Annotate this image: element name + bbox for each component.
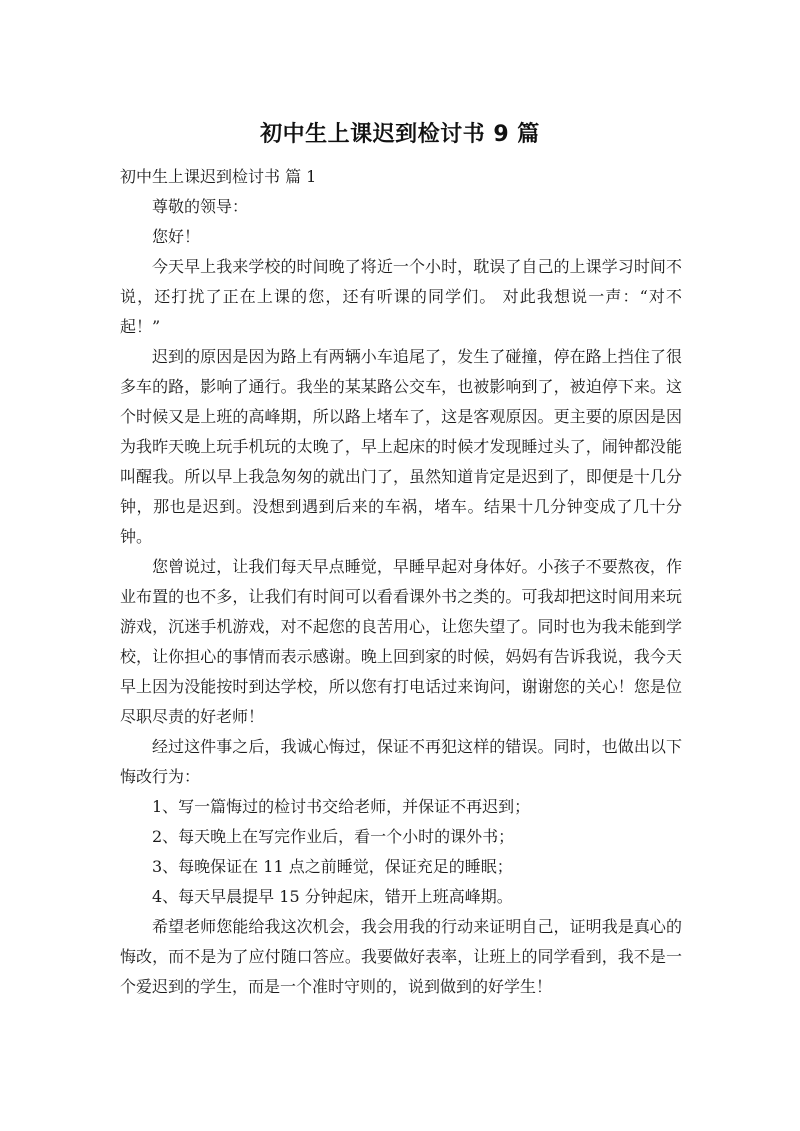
greeting: 尊敬的领导： (152, 197, 249, 216)
body-paragraph-4: 经过这件事之后，我诚心悔过，保证不再犯这样的错误。同时，也做出以下悔改行为： (120, 737, 682, 786)
list-item: 1、写一篇悔过的检讨书交给老师，并保证不再迟到； (152, 797, 531, 816)
closing-paragraph: 希望老师您能给我这次机会，我会用我的行动来证明自己，证明我是真心的悔改，而不是为了应付随口答应。我要做好表率，让班上的同学看到，我不是一个爱迟到的学生，而是一个准时守则的，说到做到的好学生！ (120, 917, 682, 996)
section-heading: 初中生上课迟到检讨书 篇 1 (120, 167, 317, 186)
body-paragraph-2: 迟到的原因是因为路上有两辆小车追尾了，发生了碰撞，停在路上挡住了很多车的路，影响了通行。我坐的某某路公交车，也被影响到了，被迫停下来。这个时候又是上班的高峰期，所以路上堵车了，这是客观原因。更主要的原因是因为我昨天晚上玩手机玩的太晚了，早上起床的时候才发现睡过头了，闹钟都没能叫醒我。所以早上我急匆匆的就出门了，虽然知道肯定是迟到了，即便是十几分钟，那也是迟到。没想到遇到后来的车祸，堵车。结果十几分钟变成了几十分钟。 (120, 347, 682, 546)
list-item: 2、每天晚上在写完作业后，看一个小时的课外书； (152, 827, 515, 846)
document-body (120, 162, 682, 1002)
body-paragraph-3: 您曾说过，让我们每天早点睡觉，早睡早起对身体好。小孩子不要熬夜，作业布置的也不多，让我们有时间可以看看课外书之类的。可我却把这时间用来玩游戏，沉迷手机游戏，对不起您的良苦用心，让您失望了。同时也为我未能到学校，让你担心的事情而表示感谢。晚上回到家的时候，妈妈有告诉我说，我今天早上因为没能按时到达学校，所以您有打电话过来询问，谢谢您的关心！您是位尽职尽责的好老师！ (120, 557, 682, 726)
list-item: 4、每天早晨提早 15 分钟起床，错开上班高峰期。 (152, 887, 513, 906)
body-paragraph-1: 今天早上我来学校的时间晚了将近一个小时，耽误了自己的上课学习时间不说，还打扰了正在上课的您，还有听课的同学们。 对此我想说一声：“对不起！” (120, 257, 682, 336)
list-item: 3、每晚保证在 11 点之前睡觉，保证充足的睡眠； (152, 857, 513, 876)
document-title: 初中生上课迟到检讨书 9 篇 (260, 122, 540, 147)
salutation: 您好！ (152, 227, 201, 246)
